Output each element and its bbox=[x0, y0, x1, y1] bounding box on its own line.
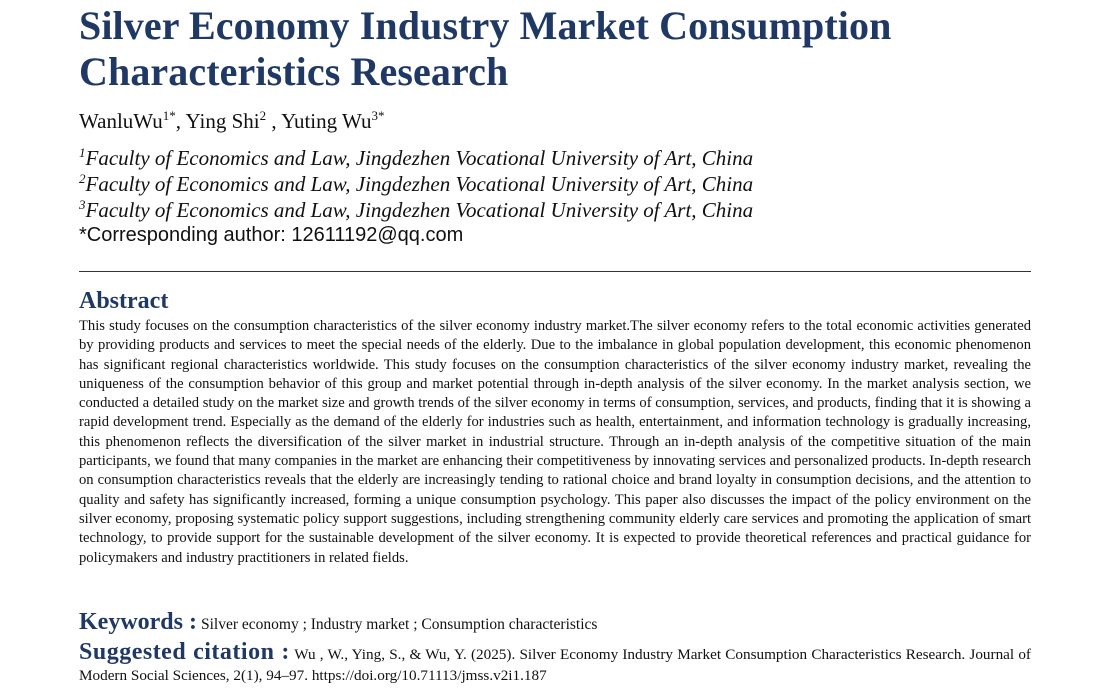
author-separator: , bbox=[175, 109, 186, 133]
keywords-text: Silver economy ; Industry market ; Consumption characteristics bbox=[200, 616, 598, 633]
affiliation-item bbox=[79, 197, 753, 223]
citation-text: Wu , W., Ying, S., & Wu, Y. (2025). Silver Economy Industry Market Consumption Characteristics Research. Journal of Modern Social Sciences, 2(1), 94–97. https://doi.org/10.71113/jmss.v2i1.187 bbox=[79, 646, 1031, 684]
affiliation-text: Faculty of Economics and Law, Jingdezhen Vocational University of Art, China bbox=[85, 198, 754, 222]
keywords-block bbox=[79, 607, 1031, 640]
affiliation-text: Faculty of Economics and Law, Jingdezhen Vocational University of Art, China bbox=[85, 146, 754, 170]
affiliation-list bbox=[79, 145, 753, 223]
citation-block bbox=[79, 639, 1031, 686]
affiliation-item bbox=[79, 145, 753, 171]
section-divider bbox=[79, 271, 1031, 272]
paper-title-line-2: Characteristics Research bbox=[79, 49, 509, 94]
affiliation-item bbox=[79, 171, 753, 197]
author-superscript: 2 bbox=[259, 108, 267, 123]
abstract-heading: Abstract bbox=[79, 288, 169, 314]
citation-label: Suggested citation : bbox=[79, 639, 290, 665]
author-superscript: 1* bbox=[162, 108, 176, 123]
author-name: Ying Shi bbox=[185, 109, 260, 133]
keywords-label: Keywords : bbox=[79, 609, 197, 635]
affiliation-superscript: 2 bbox=[79, 171, 86, 186]
affiliation-superscript: 1 bbox=[79, 145, 86, 160]
paper-title-line-1: Silver Economy Industry Market Consumption bbox=[79, 3, 892, 48]
paper-title bbox=[79, 3, 1059, 95]
author-name: WanluWu bbox=[79, 109, 163, 133]
author-name: Yuting Wu bbox=[281, 109, 372, 133]
author-list bbox=[79, 108, 384, 134]
affiliation-superscript: 3 bbox=[79, 197, 86, 212]
author-superscript: 3* bbox=[371, 108, 385, 123]
corresponding-author: *Corresponding author: 12611192@qq.com bbox=[79, 224, 464, 246]
author-separator: , bbox=[266, 109, 282, 133]
abstract-text: This study focuses on the consumption characteristics of the silver economy industry market.The silver economy refers to the total economic activities generated by providing products and services to meet the special needs of the elderly. Due to the imbalance in global population development, this economic phenomenon has significant regional characteristics worldwide. This study focuses on the consumption characteristics of the silver economy industry market, revealing the uniqueness of the consumption behavior of this group and market potential through in-depth analysis of the silver economy. In the market analysis section, we conducted a detailed study on the market size and growth trends of the silver economy in terms of consumption, services, and products, finding that it is showing a rapid development trend. Especially as the demand of the elderly for industries such as health, entertainment, and information technology is gradually increasing, this phenomenon reflects the diversification of the silver market in industrial structure. Through an in-depth analysis of the competitive situation of the main participants, we found that many companies in the market are enhancing their competitiveness by innovating services and personalized products. In-depth research on consumption characteristics reveals that the elderly are increasingly tending to rational choice and brand loyalty in consumption decisions, and the attention to quality and safety has significantly increased, forming a unique consumption psychology. This paper also discusses the impact of the policy environment on the silver economy, proposing systematic policy support suggestions, including strengthening community elderly care services and promoting the application of smart technology, to provide support for the sustainable development of the silver economy. It is expected to provide theoretical references and practical guidance for policymakers and industry practitioners in related fields. bbox=[79, 318, 1031, 566]
affiliation-text: Faculty of Economics and Law, Jingdezhen Vocational University of Art, China bbox=[85, 172, 754, 196]
